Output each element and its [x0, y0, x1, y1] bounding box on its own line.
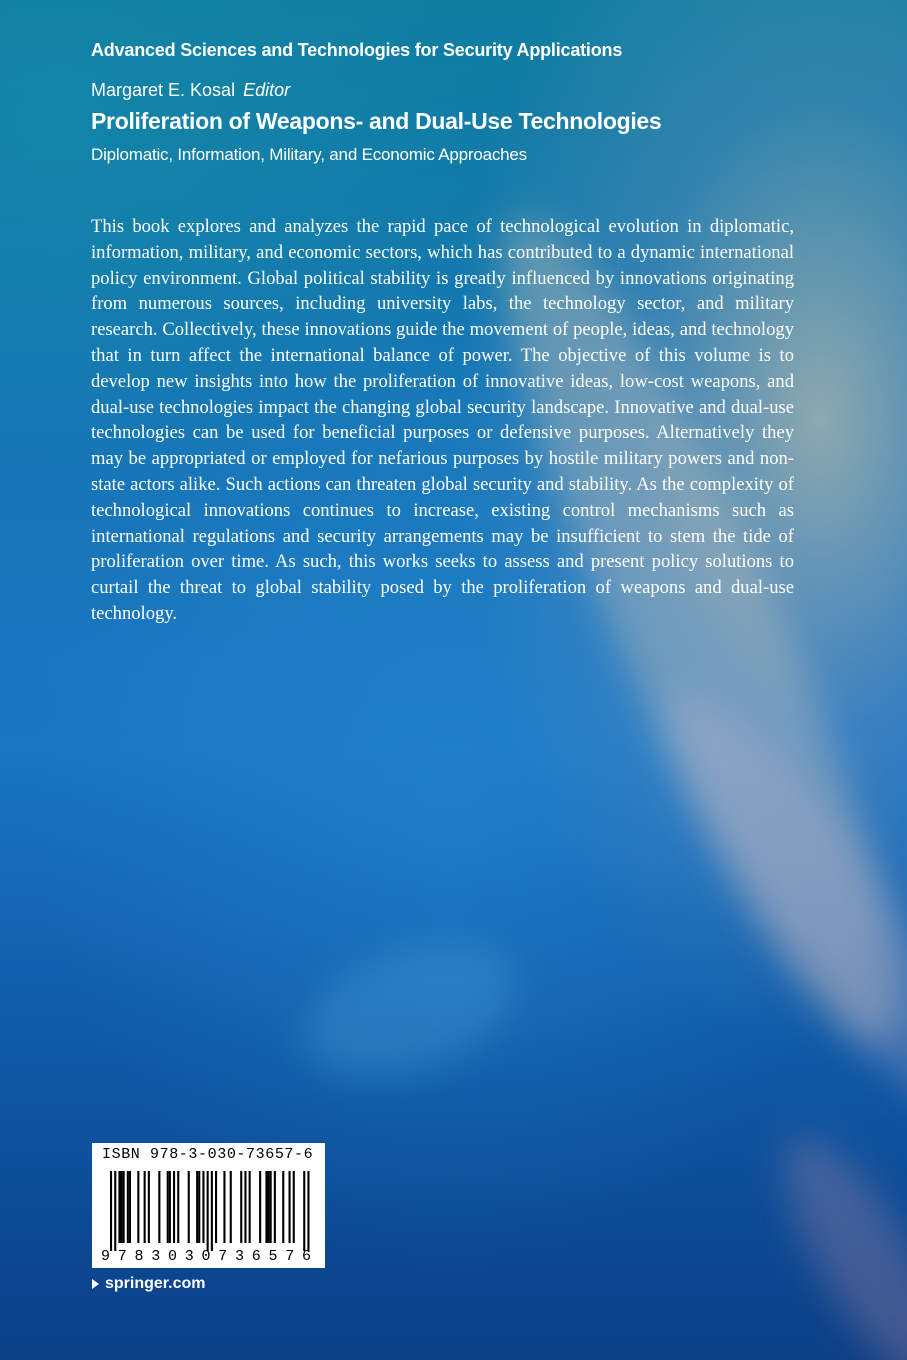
arrow-right-icon: [92, 1279, 99, 1289]
editor-name: Margaret E. Kosal: [91, 80, 236, 100]
barcode-bar: [265, 1171, 267, 1243]
barcode-bar: [158, 1171, 160, 1243]
barcode-bar: [110, 1171, 112, 1251]
barcode-bar: [188, 1171, 190, 1243]
barcode-bar: [167, 1171, 169, 1243]
barcode-bar: [148, 1171, 150, 1243]
book-description: This book explores and analyzes the rapid pace of technological evolution in diplomatic, information, military, and economic sectors, which has contributed to a dynamic international policy environment. Global political stability is greatly influenced by innovations originating from numerous sources, including university labs, the technology sector, and military research. Collectively, these innovations guide the movement of people, ideas, and technology that in turn affect the international balance of power. The objective of this volume is to develop new insights into how the proliferation of innovative ideas, low-cost weapons, and dual-use technologies impact the changing global security landscape. Innovative and dual-use technologies can be used for beneficial purposes or defensive purposes. Alternatively they may be appropriated or employed for nefarious purposes by hostile military powers and non-state actors alike. Such actions can threaten global security and stability. As the complexity of technological innovations continues to increase, existing control mechanisms such as international regulations and security arrangements may be insufficient to stem the tide of proliferation over time. As such, this works seeks to assess and present policy solutions to curtail the threat to global stability posed by the proliferation of weapons and dual-use technology.: [91, 216, 794, 624]
barcode-bar: [118, 1171, 120, 1243]
light-streak: [756, 1116, 907, 1360]
barcode-bar: [303, 1171, 305, 1251]
series-title: Advanced Sciences and Technologies for Security Applications: [91, 40, 623, 60]
barcode-bar: [223, 1171, 225, 1243]
barcode-bar: [249, 1171, 251, 1243]
barcode-bar: [129, 1171, 131, 1243]
editor-role: Editor: [243, 80, 291, 100]
barcode-bar: [230, 1171, 232, 1243]
isbn-label: ISBN 978-3-030-73657-6: [102, 1146, 314, 1163]
book-subtitle: Diplomatic, Information, Military, and Economic Approaches: [91, 145, 527, 164]
barcode: [92, 1169, 325, 1265]
barcode-bar: [207, 1171, 209, 1251]
barcode-bar: [307, 1171, 309, 1251]
barcode-bars: [110, 1171, 310, 1251]
barcode-bar: [202, 1171, 204, 1243]
barcode-bar: [137, 1171, 139, 1243]
barcode-bar: [240, 1171, 242, 1243]
publisher-link[interactable]: [92, 1275, 205, 1293]
barcode-bar: [127, 1171, 129, 1243]
book-title: Proliferation of Weapons- and Dual-Use Technologies: [91, 108, 662, 134]
light-streak: [286, 916, 534, 1104]
isbn-barcode-block: [92, 1143, 325, 1268]
barcode-bar: [211, 1171, 213, 1251]
barcode-bar: [173, 1171, 175, 1243]
barcode-bar: [123, 1171, 125, 1243]
barcode-bar: [244, 1171, 246, 1243]
barcode-digits: 9783030736576: [101, 1248, 311, 1265]
barcode-bar: [215, 1171, 217, 1243]
barcode-bar: [270, 1171, 272, 1243]
barcode-bar: [268, 1171, 270, 1243]
barcode-bar: [177, 1171, 179, 1243]
barcode-bar: [274, 1171, 276, 1243]
editor-line: [91, 80, 290, 101]
barcode-bar: [169, 1171, 171, 1243]
barcode-bar: [144, 1171, 146, 1243]
barcode-bar: [198, 1171, 200, 1243]
barcode-bar: [293, 1171, 295, 1243]
barcode-bar: [121, 1171, 123, 1243]
barcode-bar: [289, 1171, 291, 1243]
barcode-bar: [114, 1171, 116, 1251]
barcode-bar: [282, 1171, 284, 1243]
light-streak: [627, 661, 907, 1139]
barcode-bar: [196, 1171, 198, 1243]
publisher-url: springer.com: [105, 1275, 206, 1292]
barcode-bar: [259, 1171, 261, 1243]
